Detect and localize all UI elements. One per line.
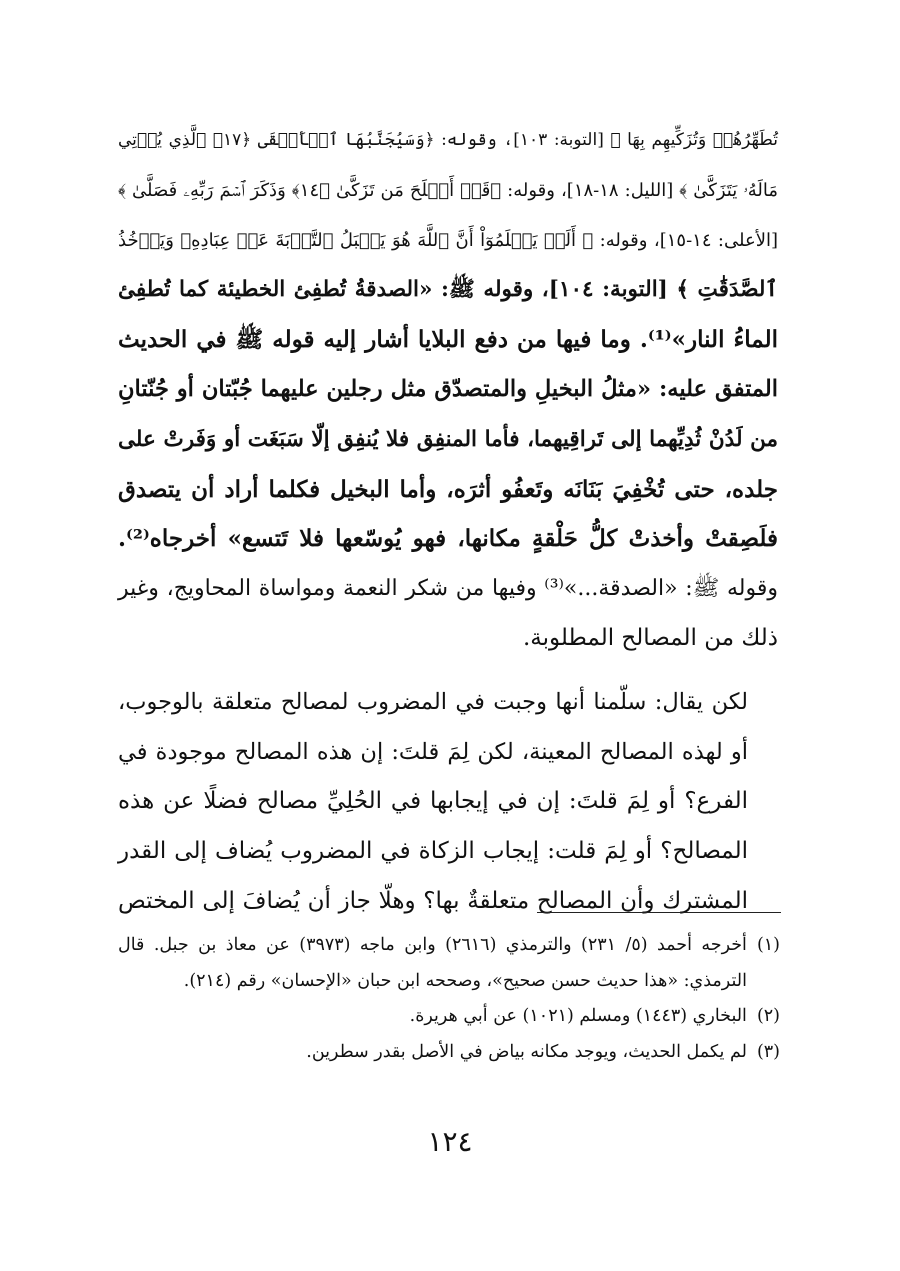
main-text bbox=[118, 116, 778, 927]
text-line: الفرع؟ أو لِمَ قلتَ: إن في إيجابها في الحُلِيِّ مصالح فضلًا عن هذه bbox=[118, 788, 748, 815]
footnote-separator bbox=[537, 912, 781, 913]
text-line: المشترك وأن المصالح متعلقةٌ بها؟ وهلّا جاز أن يُضافَ إلى المختص bbox=[118, 887, 748, 914]
text-line: لكن يقال: سلّمنا أنها وجبت في المضروب لمصالح متعلقة بالوجوب، bbox=[118, 688, 748, 715]
text-line: من لَدُنْ ثُدِيِّهما إلى تَراقِيهما، فأما المنفِق فلا يُنفِق إلّا سَبَغَت أو وَفَرتْ على bbox=[118, 426, 778, 452]
footnotes bbox=[118, 928, 780, 1070]
footnote-text: أخرجه أحمد (٥/ ٢٣١) والترمذي (٢٦١٦) وابن ماجه (٣٩٧٣) عن معاذ بن جبل. قال الترمذي: «هذا حديث حسن صحيح»، وصححه ابن حبان «الإحسان» رقم (٢١٤). bbox=[118, 935, 747, 991]
footnote-number: (١) bbox=[756, 935, 780, 955]
footnote-number: (٣) bbox=[756, 1041, 780, 1062]
text-line: فلَصِقتْ وأخذتْ كلُّ حَلْقةٍ مكانها، فهو يُوسّعها فلا تَتسع» أخرجاه⁽²⁾. bbox=[118, 525, 778, 553]
footnote-text: البخاري (١٤٤٣) ومسلم (١٠٢١) عن أبي هريرة. bbox=[409, 1006, 747, 1026]
page-number: ١٢٤ bbox=[427, 1125, 473, 1158]
footnote-number: (٢) bbox=[756, 1006, 780, 1026]
text-line: المصالح؟ أو لِمَ قلت: إيجاب الزكاة في المضروب يُضاف إلى القدر bbox=[118, 838, 748, 865]
text-line: مَالَهُۥ يَتَزَكَّىٰ ﴾ [الليل: ١٨-١٨]، وقوله: ﴿قَدۡ أَفۡلَحَ مَن تَزَكَّىٰ ﴿١٤﴾ وَذَكَرَ ٱسۡمَ رَبِّهِۦ فَصَلَّىٰ ﴾ bbox=[118, 179, 779, 201]
footnote bbox=[118, 999, 780, 1035]
text-line: ٱلصَّدَقَٰتِ ﴾ [التوبة: ١٠٤]، وقوله ﷺ: «الصدقةُ تُطفِئ الخطيئة كما تُطفِئ bbox=[118, 277, 778, 303]
text-line: جلده، حتى تُخْفِيَ بَنَانَه وتَعفُو أثرَه، وأما البخيل فكلما أراد أن يتصدق bbox=[118, 475, 778, 503]
text-line: وقوله ﷺ: «الصدقة...»⁽³⁾ وفيها من شكر النعمة ومواساة المحاويج، وغير bbox=[118, 576, 778, 602]
text-line: أو لهذه المصالح المعينة، لكن لِمَ قلتَ: إن هذه المصالح موجودة في bbox=[118, 738, 748, 765]
text-line: الماءُ النار»⁽¹⁾. وما فيها من دفع البلايا أشار إليه قوله ﷺ في الحديث bbox=[118, 326, 778, 354]
text-line: [الأعلى: ١٤-١٥]، وقوله: ﴿ أَلَمۡ يَعۡلَمُوٓاْ أَنَّ ٱللَّهَ هُوَ يَقۡبَلُ ٱلتَّوۡبَةَ عَنۡ عِبَادِهِۦ وَيَأۡخُذُ bbox=[118, 229, 778, 251]
paragraph-1 bbox=[118, 116, 778, 664]
paragraph-2 bbox=[118, 678, 778, 927]
text-line: المتفق عليه: «مثلُ البخيلِ والمتصدّق مثل رجلين عليهما جُبّتان أو جُنّتانِ bbox=[118, 375, 778, 402]
footnote bbox=[118, 928, 780, 999]
text-line: ذلك من المصالح المطلوبة. bbox=[523, 624, 778, 651]
footnote-text: لم يكمل الحديث، ويوجد مكانه بياض في الأصل بقدر سطرين. bbox=[306, 1041, 747, 1062]
footnote bbox=[118, 1035, 780, 1071]
text-line: تُطَهِّرُهُمۡ وَتُزَكِّيهِم بِهَا ﴾ [التوبة: ١٠٣]، وقوله: ﴿وَسَيُجَنَّبُهَا ٱلۡأَتۡقَى ﴿١٧﴾ ٱلَّذِي يُؤۡتِي bbox=[118, 130, 778, 150]
